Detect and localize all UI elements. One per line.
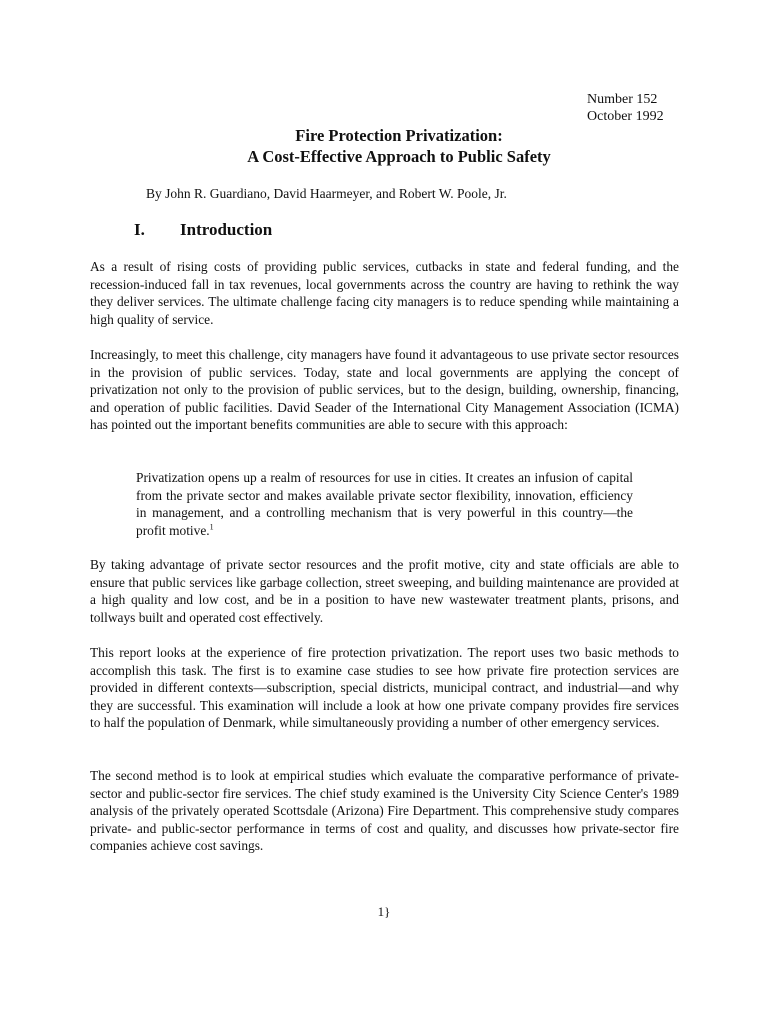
paragraph-1: As a result of rising costs of providing public services, cutbacks in state and federal funding, and the recession-induced fall in tax revenues, local governments across the country are having to rethink the way they deliver services. The ultimate challenge facing city managers is to reduce spending while maintaining a high quality of service. xyxy=(90,259,679,327)
paragraph-5: The second method is to look at empirical studies which evaluate the comparative performance of private-sector and public-sector fire services. The chief study examined is the University City Science Center's 1989 analysis of the privately operated Scottsdale (Arizona) Fire Department. This comprehensive study compares private- and public-sector performance in terms of cost and quality, and discusses how private-sector fire companies achieve cost savings. xyxy=(90,768,679,854)
paragraph-4: This report looks at the experience of fire protection privatization. The report uses two basic methods to accomplish this task. The first is to examine case studies to see how private fire protection services are provided in different contexts—subscription, special districts, municipal contract, and industrial—and why they are successful. This examination will include a look at how one private company provides fire services to half the population of Denmark, while simultaneously providing a number of other emergency services. xyxy=(90,645,679,731)
paragraph-3: By taking advantage of private sector resources and the profit motive, city and state officials are able to ensure that public services like garbage collection, street sweeping, and building maintenance are provided at a high quality and low cost, and be in a position to have new wastewater treatment plants, prisons, and tollways built and operated cost effectively. xyxy=(90,557,679,625)
title-line-1: Fire Protection Privatization: xyxy=(295,126,503,145)
document-title xyxy=(0,125,768,167)
paragraph-2: Increasingly, to meet this challenge, city managers have found it advantageous to use private sector resources in the provision of public services. Today, state and local governments are applying the concept of privatization not only to the provision of public services, but to the design, building, ownership, financing, and operation of public facilities. David Seader of the International City Management Association (ICMA) has pointed out the important benefits communities are able to secure with this approach: xyxy=(90,347,679,433)
issue-date: October 1992 xyxy=(587,109,664,124)
section-number: I. xyxy=(134,220,145,239)
section-title: Introduction xyxy=(180,220,273,239)
footnote-reference: 1 xyxy=(209,522,214,532)
section-heading xyxy=(134,219,272,241)
block-quote xyxy=(136,469,633,539)
issue-info xyxy=(587,91,664,125)
title-line-2: A Cost-Effective Approach to Public Safety xyxy=(247,147,551,166)
page-number: 1} xyxy=(377,904,391,919)
author-byline: By John R. Guardiano, David Haarmeyer, and Robert W. Poole, Jr. xyxy=(146,186,507,201)
quote-text: Privatization opens up a realm of resources for use in cities. It creates an infusion of capital from the private sector and makes available private sector flexibility, innovation, efficiency in management, and a controlling mechanism that is very powerful in this country—the profit motive. xyxy=(136,470,633,538)
issue-number: Number 152 xyxy=(587,92,658,107)
